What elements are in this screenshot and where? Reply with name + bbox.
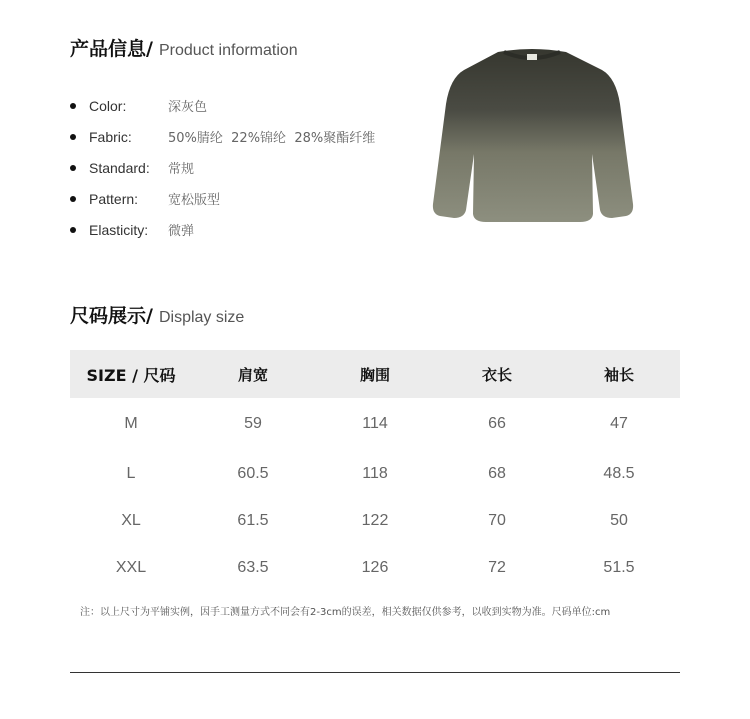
cell-chest: 118: [362, 464, 388, 482]
cell-size: M: [124, 415, 138, 432]
cell-length: 70: [488, 511, 506, 529]
cell-chest: 114: [362, 415, 388, 432]
cell-sleeve: 50: [610, 511, 628, 529]
cell-shoulder: 61.5: [237, 511, 269, 529]
cell-size: XXL: [115, 558, 147, 576]
info-label: Standard:: [89, 159, 150, 176]
table-row: [70, 450, 680, 497]
cell-size: XL: [121, 511, 141, 529]
table-row: [70, 544, 680, 591]
divider: [70, 672, 680, 673]
info-item-pattern: [70, 183, 375, 214]
header-chest: 胸围: [359, 365, 390, 384]
header-shoulder: 肩宽: [237, 365, 268, 384]
product-info-title: [70, 34, 298, 61]
cell-sleeve: 48.5: [603, 464, 635, 482]
info-item-standard: [70, 152, 375, 183]
cell-shoulder: 60.5: [237, 464, 269, 482]
info-value: 50%腈纶 22%锦纶 28%聚酯纤维: [168, 131, 376, 146]
bullet-icon: [70, 227, 76, 233]
info-label: Fabric:: [89, 128, 132, 145]
info-value: 深灰色: [168, 100, 208, 115]
info-value: 常规: [168, 162, 195, 177]
size-table: [70, 350, 680, 591]
cell-length: 68: [488, 464, 506, 482]
cell-sleeve: 47: [610, 415, 628, 432]
measurement-note: 注：以上尺寸为平铺实例，因手工测量方式不同会有2-3cm的误差，相关数据仅供参考，以收到实物为准。尺码单位:cm: [80, 607, 611, 618]
size-chart-title: [70, 301, 244, 328]
info-value: 微弹: [168, 224, 195, 239]
size-chart-title-zh: 尺码展示/: [70, 305, 153, 327]
cell-chest: 126: [361, 558, 389, 576]
size-chart-title-en: Display size: [158, 309, 245, 326]
info-label: Color:: [89, 97, 127, 114]
product-info-title-en: Product information: [158, 42, 298, 59]
header-length: 衣长: [481, 365, 512, 384]
bullet-icon: [70, 196, 76, 202]
cell-sleeve: 51.5: [603, 558, 635, 576]
info-value: 宽松版型: [168, 193, 221, 208]
info-label: Elasticity:: [89, 221, 149, 238]
bullet-icon: [70, 103, 76, 109]
sweatshirt-product-image: [430, 44, 635, 226]
info-item-color: [70, 90, 375, 121]
cell-shoulder: 59: [244, 415, 262, 432]
cell-length: 66: [488, 415, 506, 432]
table-row: [70, 497, 680, 544]
info-item-elasticity: [70, 214, 375, 245]
info-label: Pattern:: [89, 190, 139, 207]
table-row: [70, 398, 680, 450]
cell-size: L: [126, 464, 136, 482]
info-item-fabric: [70, 121, 375, 152]
bullet-icon: [70, 134, 76, 140]
product-info-list: [70, 90, 375, 245]
header-sleeve: 袖长: [603, 365, 634, 384]
cell-shoulder: 63.5: [237, 558, 269, 576]
bullet-icon: [70, 165, 76, 171]
product-info-title-zh: 产品信息/: [70, 38, 153, 60]
cell-length: 72: [488, 558, 506, 576]
header-size: SIZE / 尺码: [86, 365, 176, 385]
size-table-header: [70, 350, 680, 398]
cell-chest: 122: [361, 511, 389, 529]
